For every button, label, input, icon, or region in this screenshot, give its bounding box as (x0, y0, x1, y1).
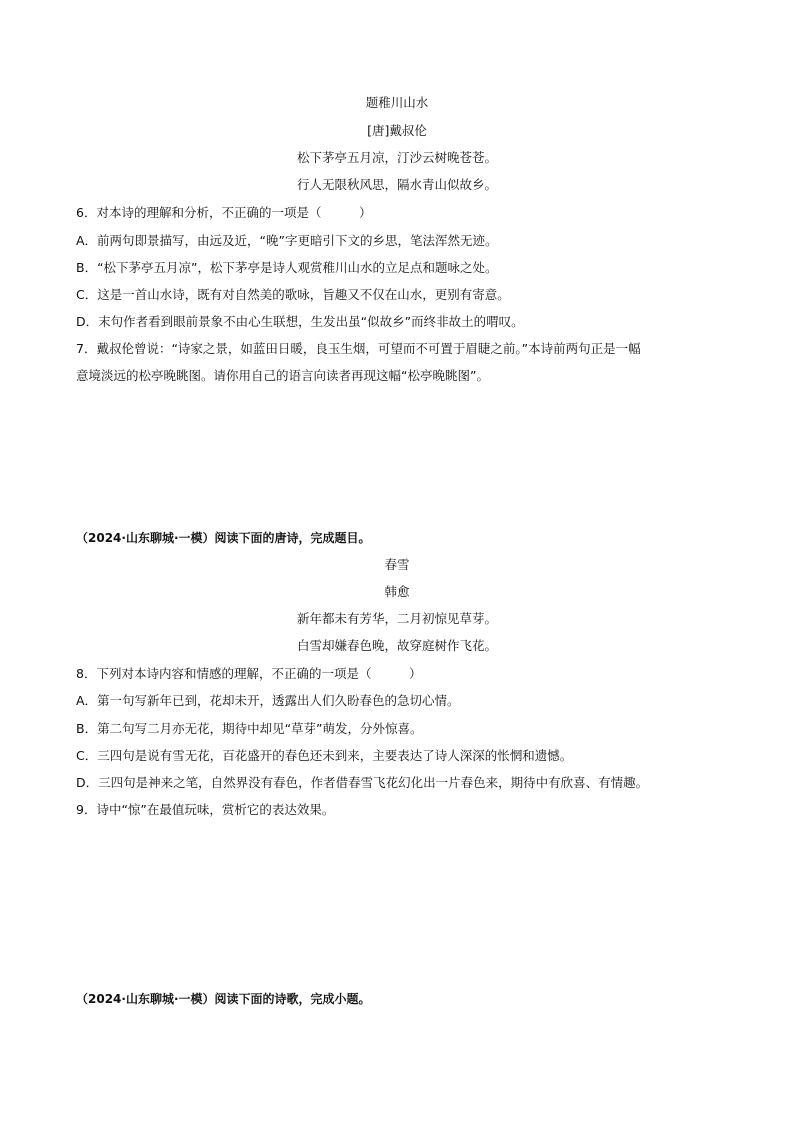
q6-option-b: B．“松下茅亭五月凉”，松下茅亭是诗人观赏稚川山水的立足点和题咏之处。 (76, 260, 498, 275)
section2-header: （2024·山东聊城·一模）阅读下面的唐诗，完成题目。 (76, 531, 371, 545)
q6-option-c: C．这是一首山水诗，既有对自然美的歌咏，旨趣又不仅在山水，更别有寄意。 (76, 287, 510, 302)
poem2-line2: 白雪却嫌春色晚，故穿庭树作飞花。 (296, 638, 497, 653)
q6-option-d: D．末句作者看到眼前景象不由心生联想，生发出虽“似故乡”而终非故土的喟叹。 (76, 314, 524, 329)
poem1-line1: 松下茅亭五月凉，汀沙云树晚苍苍。 (296, 150, 497, 165)
q8-option-b: B．第二句写二月亦无花，期待中却见“草芽”萌发，分外惊喜。 (76, 721, 423, 736)
poem2-title: 春雪 (384, 557, 410, 572)
poem1-line2: 行人无限秋风思，隔水青山似故乡。 (296, 177, 497, 192)
q6-option-a: A．前两句即景描写，由远及近，“晚”字更暗引下文的乡思，笔法浑然无迹。 (76, 233, 498, 248)
poem2-line1: 新年都未有芳华，二月初惊见草芽。 (296, 611, 497, 626)
section3-header: （2024·山东聊城·一模）阅读下面的诗歌，完成小题。 (76, 992, 371, 1006)
q8-stem: 8．下列对本诗内容和情感的理解，不正确的一项是（ ） (76, 666, 422, 681)
q8-option-d: D．三四句是神来之笔，自然界没有春色，作者借春雪飞花幻化出一片春色来，期待中有欣喜、有情趣。 (76, 775, 649, 790)
poem2-author: 韩愈 (384, 584, 410, 599)
q6-stem: 6．对本诗的理解和分析，不正确的一项是（ ） (76, 205, 372, 220)
poem1-author: [唐]戴叔伦 (367, 123, 427, 138)
q8-option-a: A．第一句写新年已到，花却未开，透露出人们久盼春色的急切心情。 (76, 693, 460, 708)
q7-line2: 意境淡远的松亭晚眺图。请你用自己的语言向读者再现这幅“松亭晚眺图”。 (76, 368, 489, 383)
q7-line1: 7．戴叔伦曾说：“诗家之景，如蓝田日暖，良玉生烟，可望而不可置于眉睫之前。”本诗前两句正是一幅 (76, 341, 641, 356)
q9-stem: 9．诗中“惊”在最值玩味，赏析它的表达效果。 (76, 802, 335, 817)
poem1-title: 题稚川山水 (365, 95, 429, 110)
q8-option-c: C．三四句是说有雪无花，百花盛开的春色还未到来，主要表达了诗人深深的怅惘和遗憾。 (76, 748, 573, 763)
